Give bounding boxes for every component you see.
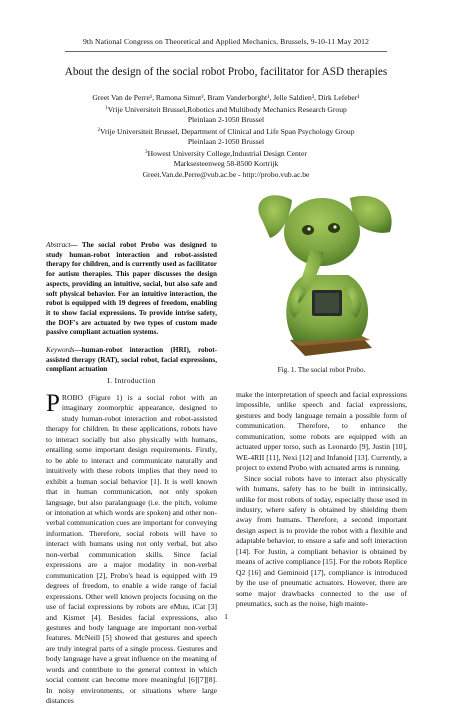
abstract <box>46 241 217 338</box>
running-header: 9th National Congress on Theoretical and Applied Mechanics, Brussels, 9-10-11 May 2012 <box>83 37 369 46</box>
figure-probo-robot <box>250 190 400 360</box>
affiliation-1-address: Pleinlaan 2-1050 Brussel <box>187 115 265 124</box>
keywords-text: —human-robot interaction (HRI), robot-assisted therapy (RAT), social robot, facial expressions, compliant actuation <box>46 346 217 374</box>
affiliation-3-line-1: Howest University College,Industrial Design Center <box>147 149 307 158</box>
affiliation-3-address: Marksesteenweg 58-8500 Kortrijk <box>173 159 279 168</box>
affiliation-2-address: Pleinlaan 2-1050 Brussel <box>187 137 265 146</box>
affiliation-2: $^2$Vrije Universiteit Brussel, Department of Clinical and Life Span Psychology Group <box>97 127 355 136</box>
right-paragraph-2: Since social robots have to interact also physically with humans, safety has to be built in intrinsically, unlike for most robots of today, especially those used in industry, where safety is obtained by shielding them away from humans. Therefore, a second important design aspect is to provide the robot with a flexible and adaptable behavior, to ensure a safe and soft interaction [14]. For Justin, a compliant behavior is obtained by means of active compliance [15]. For the robots Replice Q2 [16] and Geminoid [17], compliance is introduced by the use of pneumatic actuators. However, there are some major drawbacks connected to the use of pneumatics, such as the noise, high mainte- <box>236 473 407 609</box>
keywords-lead: Keywords <box>46 346 75 354</box>
right-column-text <box>236 390 407 610</box>
paper-title: About the design of the social robot Probo, facilitator for ASD therapies <box>64 66 388 78</box>
right-paragraph-1: make the interpretation of speech and facial expressions impossible, unlike speech and facial expressions, gestures and body language remain a possible form of communication. Therefore, to enhance the communication, some robots are equipped with an actuated upper torso, such as Leonardo [9], Justin [10], WE-4RII [11], Nexi [12] and Infanoid [13]. Currently, a project to extend Probo with actuated arms is running. <box>236 390 407 473</box>
affiliation-1-line-1: Vrije Universiteit Brussel,Robotics and Multibody Mechanics Research Group <box>107 105 347 114</box>
affiliation-3: $^3$Howest University College,Industrial Design Center <box>145 149 307 158</box>
keywords <box>46 346 217 375</box>
contact-line: Greet.Van.de.Perre@vub.ac.be - http://probo.vub.ac.be <box>142 170 310 179</box>
header-rule <box>65 51 387 52</box>
affiliation-1: $^1$Vrije Universiteit Brussel,Robotics and Multibody Mechanics Research Group <box>105 105 347 114</box>
affiliation-2-line-1: Vrije Universiteit Brussel, Department of Clinical and Life Span Psychology Group <box>99 127 355 136</box>
abstract-text: — The social robot Probo was designed to study human-robot interaction and robot-assisted therapy for children, and is currently used as facilitator for autism therapies. This paper discusses the design aspects, providing an intuitive, social, but also safe and soft physical behavior. For an intuitive interaction, the robot is equipped with 19 degrees of freedom, enabling it to show facial expressions. To provide intrise safety, the DOF's are actuated by two types of custom made passive compliant actuation systems. <box>46 241 217 337</box>
section-heading-introduction: I. Introduction <box>107 376 156 385</box>
drop-cap: P <box>46 390 60 417</box>
author-list: Greet Van de Perre¹, Ramona Simut², Bram Vanderborght¹, Jelle Saldien³, Dirk Lefeber¹ <box>92 93 360 102</box>
abstract-lead: Abstract <box>46 241 71 249</box>
figure-caption: Fig. 1. The social robot Probo. <box>277 366 366 374</box>
intro-text: ROBO (Figure 1) is a social robot with an imaginary zoomorphic appearance, designed to study human-robot interaction and robot-assisted therapy for children. In these applications, robots have to interact socially but also physically with humans, entailing some important design requirements. Firstly, to be able to interact and communicate naturally and intuitively with these robots implies that they need to exhibit a human social behavior [1]. It is well known that in human communication, not only spoken language, but also paralanguage (i.e. the pitch, volume or intonation at which words are spoken) and other non-verbal communication cues are important for conveying information. Therefore, social robots will have to interact with humans using not only verbal, but also non-verbal communication skills. Since facial expressions are a major modality in non-verbal communication [2], Probo's head is equipped with 19 degrees of freedom, to enable a wide range of facial expressions. Other well known projects focusing on the use of facial expressions by robots are eMuu, iCat [3] and Kismet [4]. Besides facial expressions, also gestures and body language are important non-verbal features. McNeill [5] showed that gestures and speech are truly integral parts of a single process. Gestures and body language have a great influence on the meaning of words and contribute to the general context in which social content can become more meaningful [6][7][8]. In noisy environments, or situations where large distances <box>46 393 217 706</box>
intro-paragraph <box>46 390 217 707</box>
page-number: 1 <box>224 612 228 621</box>
